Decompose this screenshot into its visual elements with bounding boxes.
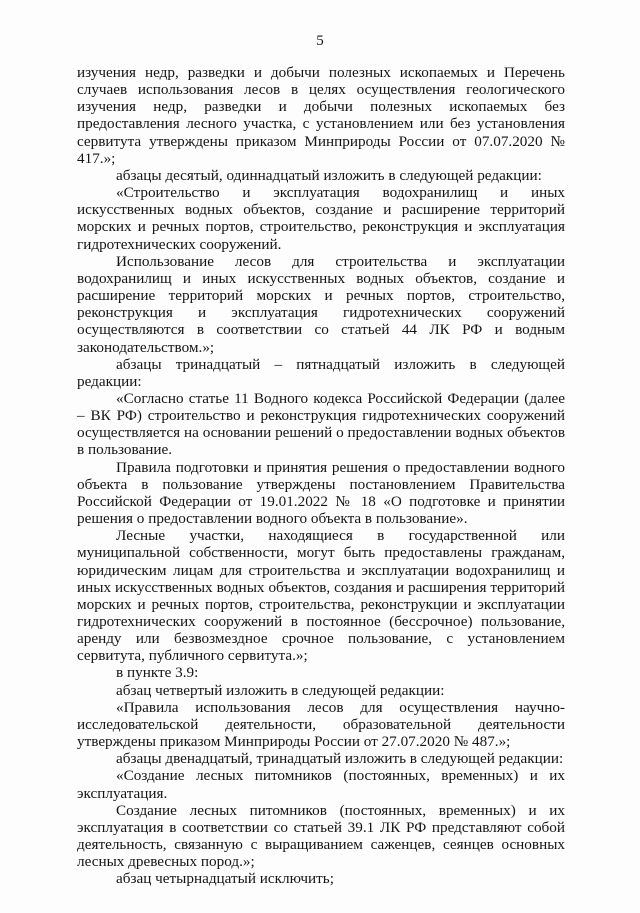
document-body [77, 64, 565, 888]
paragraph: Лесные участки, находящиеся в государственной или муниципальной собственности, могут быть предоставлены гражданам, юридическим лицам для строительства и эксплуатации водохранилищ и иных искусственных водных объектов, создания и расширения территорий морских и речных портов, строительства, реконструкции и эксплуатации гидротехнических сооружений в постоянное (бессрочное) пользование, аренду или безвозмездное срочное пользование, с установлением сервитута, публичного сервитута.»; [77, 527, 565, 665]
paragraph: Создание лесных питомников (постоянных, временных) и их эксплуатация в соответствии со статьей 39.1 ЛК РФ представляют собой деятельность, связанную с выращиванием саженцев, сеянцев основных лесных древесных пород.»; [77, 801, 565, 871]
page-number: 5 [316, 33, 324, 49]
paragraph: «Строительство и эксплуатация водохранилищ и иных искусственных водных объектов, создание и расширение территорий морских и речных портов, строительство, реконструкция и эксплуатация гидротехнических сооружений. [77, 184, 565, 253]
paragraph: «Создание лесных питомников (постоянных, временных) и их эксплуатация. [77, 767, 565, 802]
paragraph: изучения недр, разведки и добычи полезных ископаемых и Перечень случаев использования лесов в целях осуществления геологического изучения недр, разведки и добычи полезных ископаемых без предоставления лесного участка, с установлением или без установления сервитута утверждены приказом Минприроды России от 07.07.2020 № 417.»; [77, 64, 565, 167]
paragraph: абзацы двенадцатый, тринадцатый изложить в следующей редакции: [116, 750, 564, 768]
paragraph: «Согласно статье 11 Водного кодекса Российской Федерации (далее – ВК РФ) строительство и реконструкция гидротехнических сооружений осуществляется на основании решений о предоставлении водных объектов в пользование. [77, 389, 565, 459]
paragraph: абзацы тринадцатый – пятнадцатый изложить в следующей редакции: [77, 355, 565, 390]
paragraph: «Правила использования лесов для осуществления научно-исследовательской деятельности, образовательной деятельности утверждены приказом Минприроды России от 27.07.2020 № 487.»; [77, 698, 565, 751]
paragraph: Правила подготовки и принятия решения о предоставлении водного объекта в пользование утверждены постановлением Правительства Российской Федерации от 19.01.2022 № 18 «О подготовке и принятии решения о предоставлении водного объекта в пользование». [77, 458, 565, 528]
paragraph: абзац четвертый изложить в следующей редакции: [116, 681, 445, 699]
paragraph: в пункте 3.9: [116, 664, 199, 682]
paragraph: абзац четырнадцатый исключить; [116, 870, 334, 888]
paragraph: абзацы десятый, одиннадцатый изложить в следующей редакции: [116, 166, 542, 184]
paragraph: Использование лесов для строительства и эксплуатации водохранилищ и иных искусственных водных объектов, создание и расширение территорий морских и речных портов, строительство, реконструкция и эксплуатация гидротехнических сооружений осуществляются в соответствии со статьей 44 ЛК РФ и водным законодательством.»; [77, 252, 565, 356]
